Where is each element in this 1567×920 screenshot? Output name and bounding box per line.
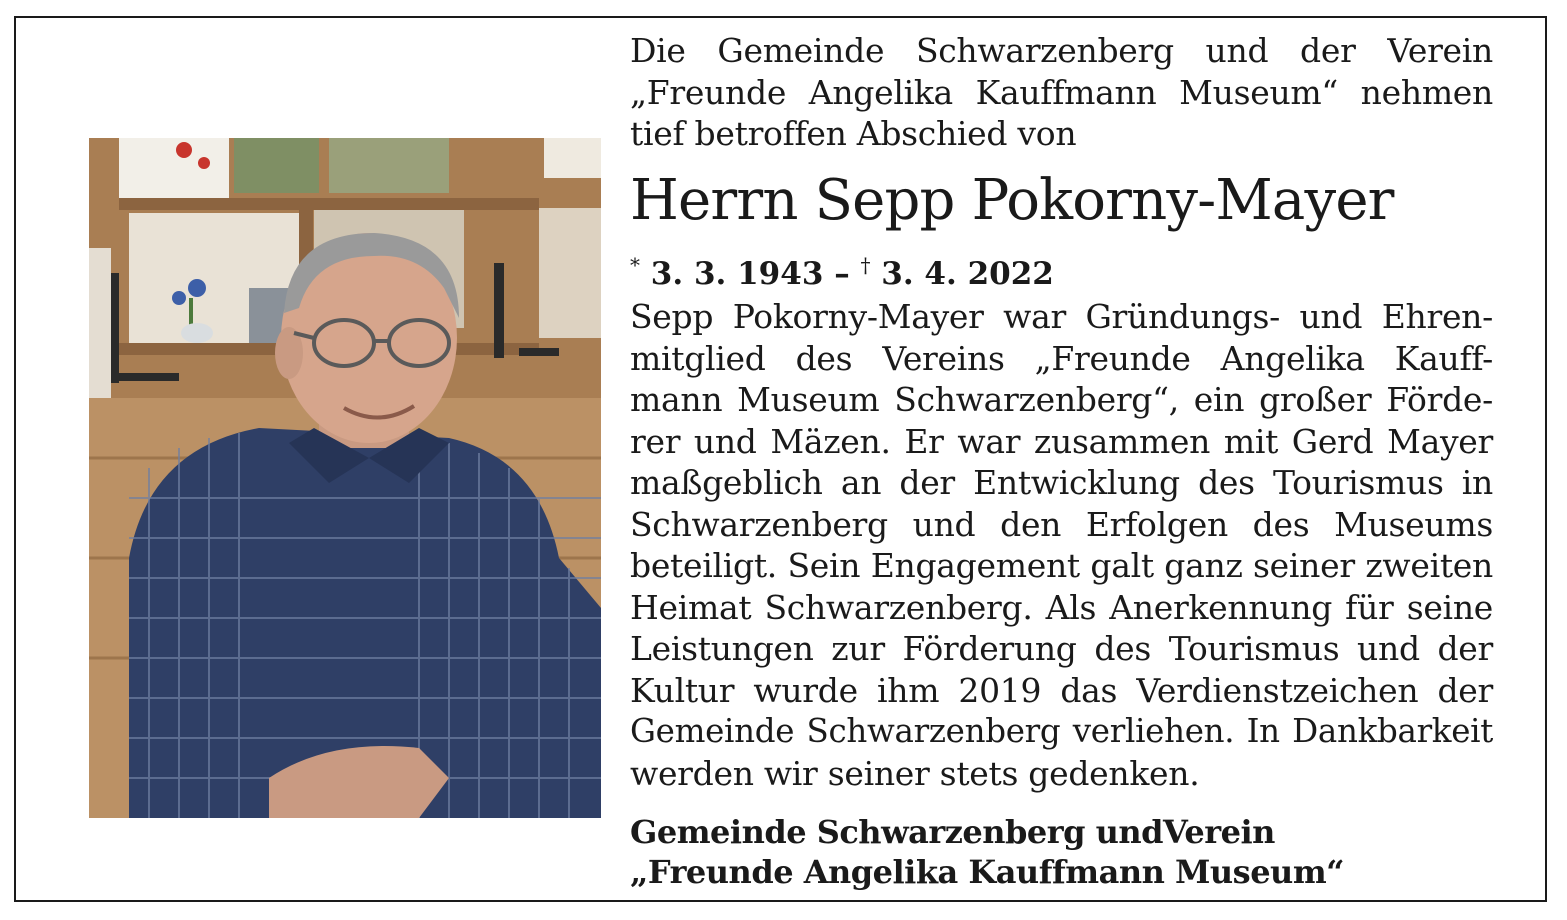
- life-dates: [630, 246, 1493, 293]
- body-text: [630, 296, 1493, 794]
- date-separator: –: [834, 256, 850, 292]
- body-line: Schwarzenberg und den Erfolgen des Museums: [630, 504, 1493, 544]
- intro-line: „Freunde Angelika Kauffmann Museum“ nehmen: [630, 72, 1493, 112]
- body-line: Leistungen zur Förderung des Tourismus und der: [630, 629, 1493, 668]
- portrait-photo: [89, 138, 601, 818]
- death-date: 3. 4. 2022: [881, 256, 1054, 292]
- body-line: beteiligt. Sein Engagement galt ganz seiner zweiten: [630, 546, 1493, 585]
- body-line: Heimat Schwarzenberg. Als Anerkennung für seine: [630, 587, 1493, 627]
- deceased-name: Herrn Sepp Pokorny-Mayer: [630, 168, 1394, 233]
- signature-line: „Freunde Angelika Kauffmann Museum“: [630, 853, 1345, 891]
- signature-line: Gemeinde Schwarzenberg undVerein: [630, 813, 1275, 851]
- birth-symbol: *: [630, 253, 640, 277]
- body-line: rer und Mäzen. Er war zusammen mit Gerd Mayer: [630, 421, 1493, 461]
- signature: [630, 812, 1493, 892]
- body-line: mitglied des Vereins „Freunde Angelika Kauff-: [630, 338, 1493, 378]
- body-line: Kultur wurde ihm 2019 das Verdienstzeichen der: [630, 670, 1493, 710]
- body-line: maßgeblich an der Entwicklung des Tourismus in: [630, 463, 1493, 502]
- body-line: mann Museum Schwarzenberg“, ein großer Förde-: [630, 380, 1493, 419]
- intro-line: tief betroffen Abschied von: [630, 114, 1077, 153]
- body-line: werden wir seiner stets gedenken.: [630, 753, 1200, 793]
- death-symbol: †: [860, 253, 871, 277]
- body-line: Sepp Pokorny-Mayer war Gründungs- und Ehren-: [630, 297, 1493, 336]
- body-line: Gemeinde Schwarzenberg verliehen. In Dankbarkeit: [630, 712, 1493, 750]
- intro-text: [630, 30, 1493, 155]
- intro-line: Die Gemeinde Schwarzenberg und der Verein: [630, 31, 1493, 70]
- birth-date: 3. 3. 1943: [650, 256, 824, 292]
